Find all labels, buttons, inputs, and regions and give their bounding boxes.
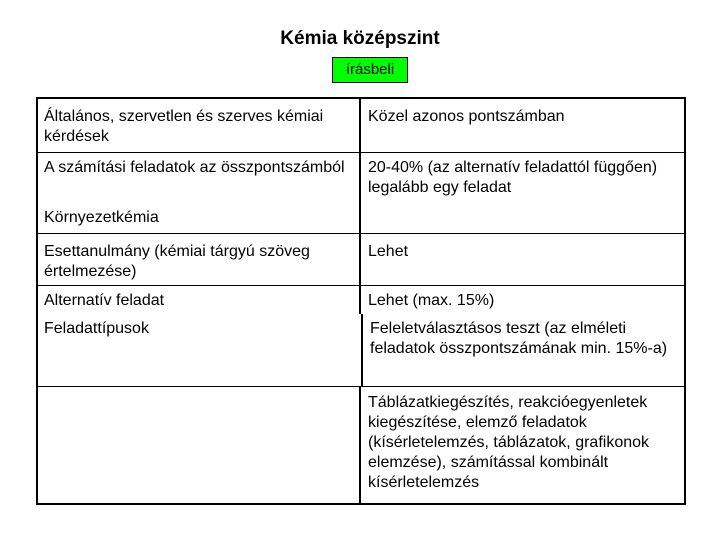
page-title: Kémia középszint (280, 28, 440, 49)
table-row (38, 234, 684, 286)
exam-structure-table (36, 97, 686, 505)
row-value: Táblázatkiegészítés, reakcióegyenletek kiegészítése, elemző feladatok (kísérletelemzés, táblázatok, grafikonok elemzése), számítással kombinált kísérletelemzés (368, 394, 650, 491)
row-value: Lehet (max. 15%) (368, 292, 495, 309)
row-label: Esettanulmány (kémiai tárgyú szöveg értelmezése) (38, 234, 361, 285)
table-row (38, 201, 684, 234)
row-value: Lehet (368, 243, 409, 260)
row-label: A számítási feladatok az összpontszámból (38, 153, 361, 201)
row-value: Közel azonos pontszámban (368, 108, 565, 125)
row-label (38, 387, 361, 503)
row-value (361, 201, 684, 233)
table-row (38, 99, 684, 153)
table-row (38, 153, 684, 201)
table-row (38, 387, 684, 503)
exam-type-badge: írásbeli (332, 57, 408, 83)
row-label: Alternatív feladat (38, 286, 361, 314)
row-label: Környezetkémia (38, 201, 361, 233)
row-label: Feladattípusok (44, 320, 149, 337)
table-row (38, 286, 684, 314)
row-value: 20-40% (az alternatív feladattól függően) legalább egy feladat (368, 159, 658, 196)
row-value: Feleletválasztásos teszt (az elméleti feladatok összpontszámának min. 15%-a) (361, 314, 684, 386)
row-label: Általános, szervetlen és szerves kémiai kérdések (38, 99, 361, 152)
table-row (38, 314, 684, 387)
